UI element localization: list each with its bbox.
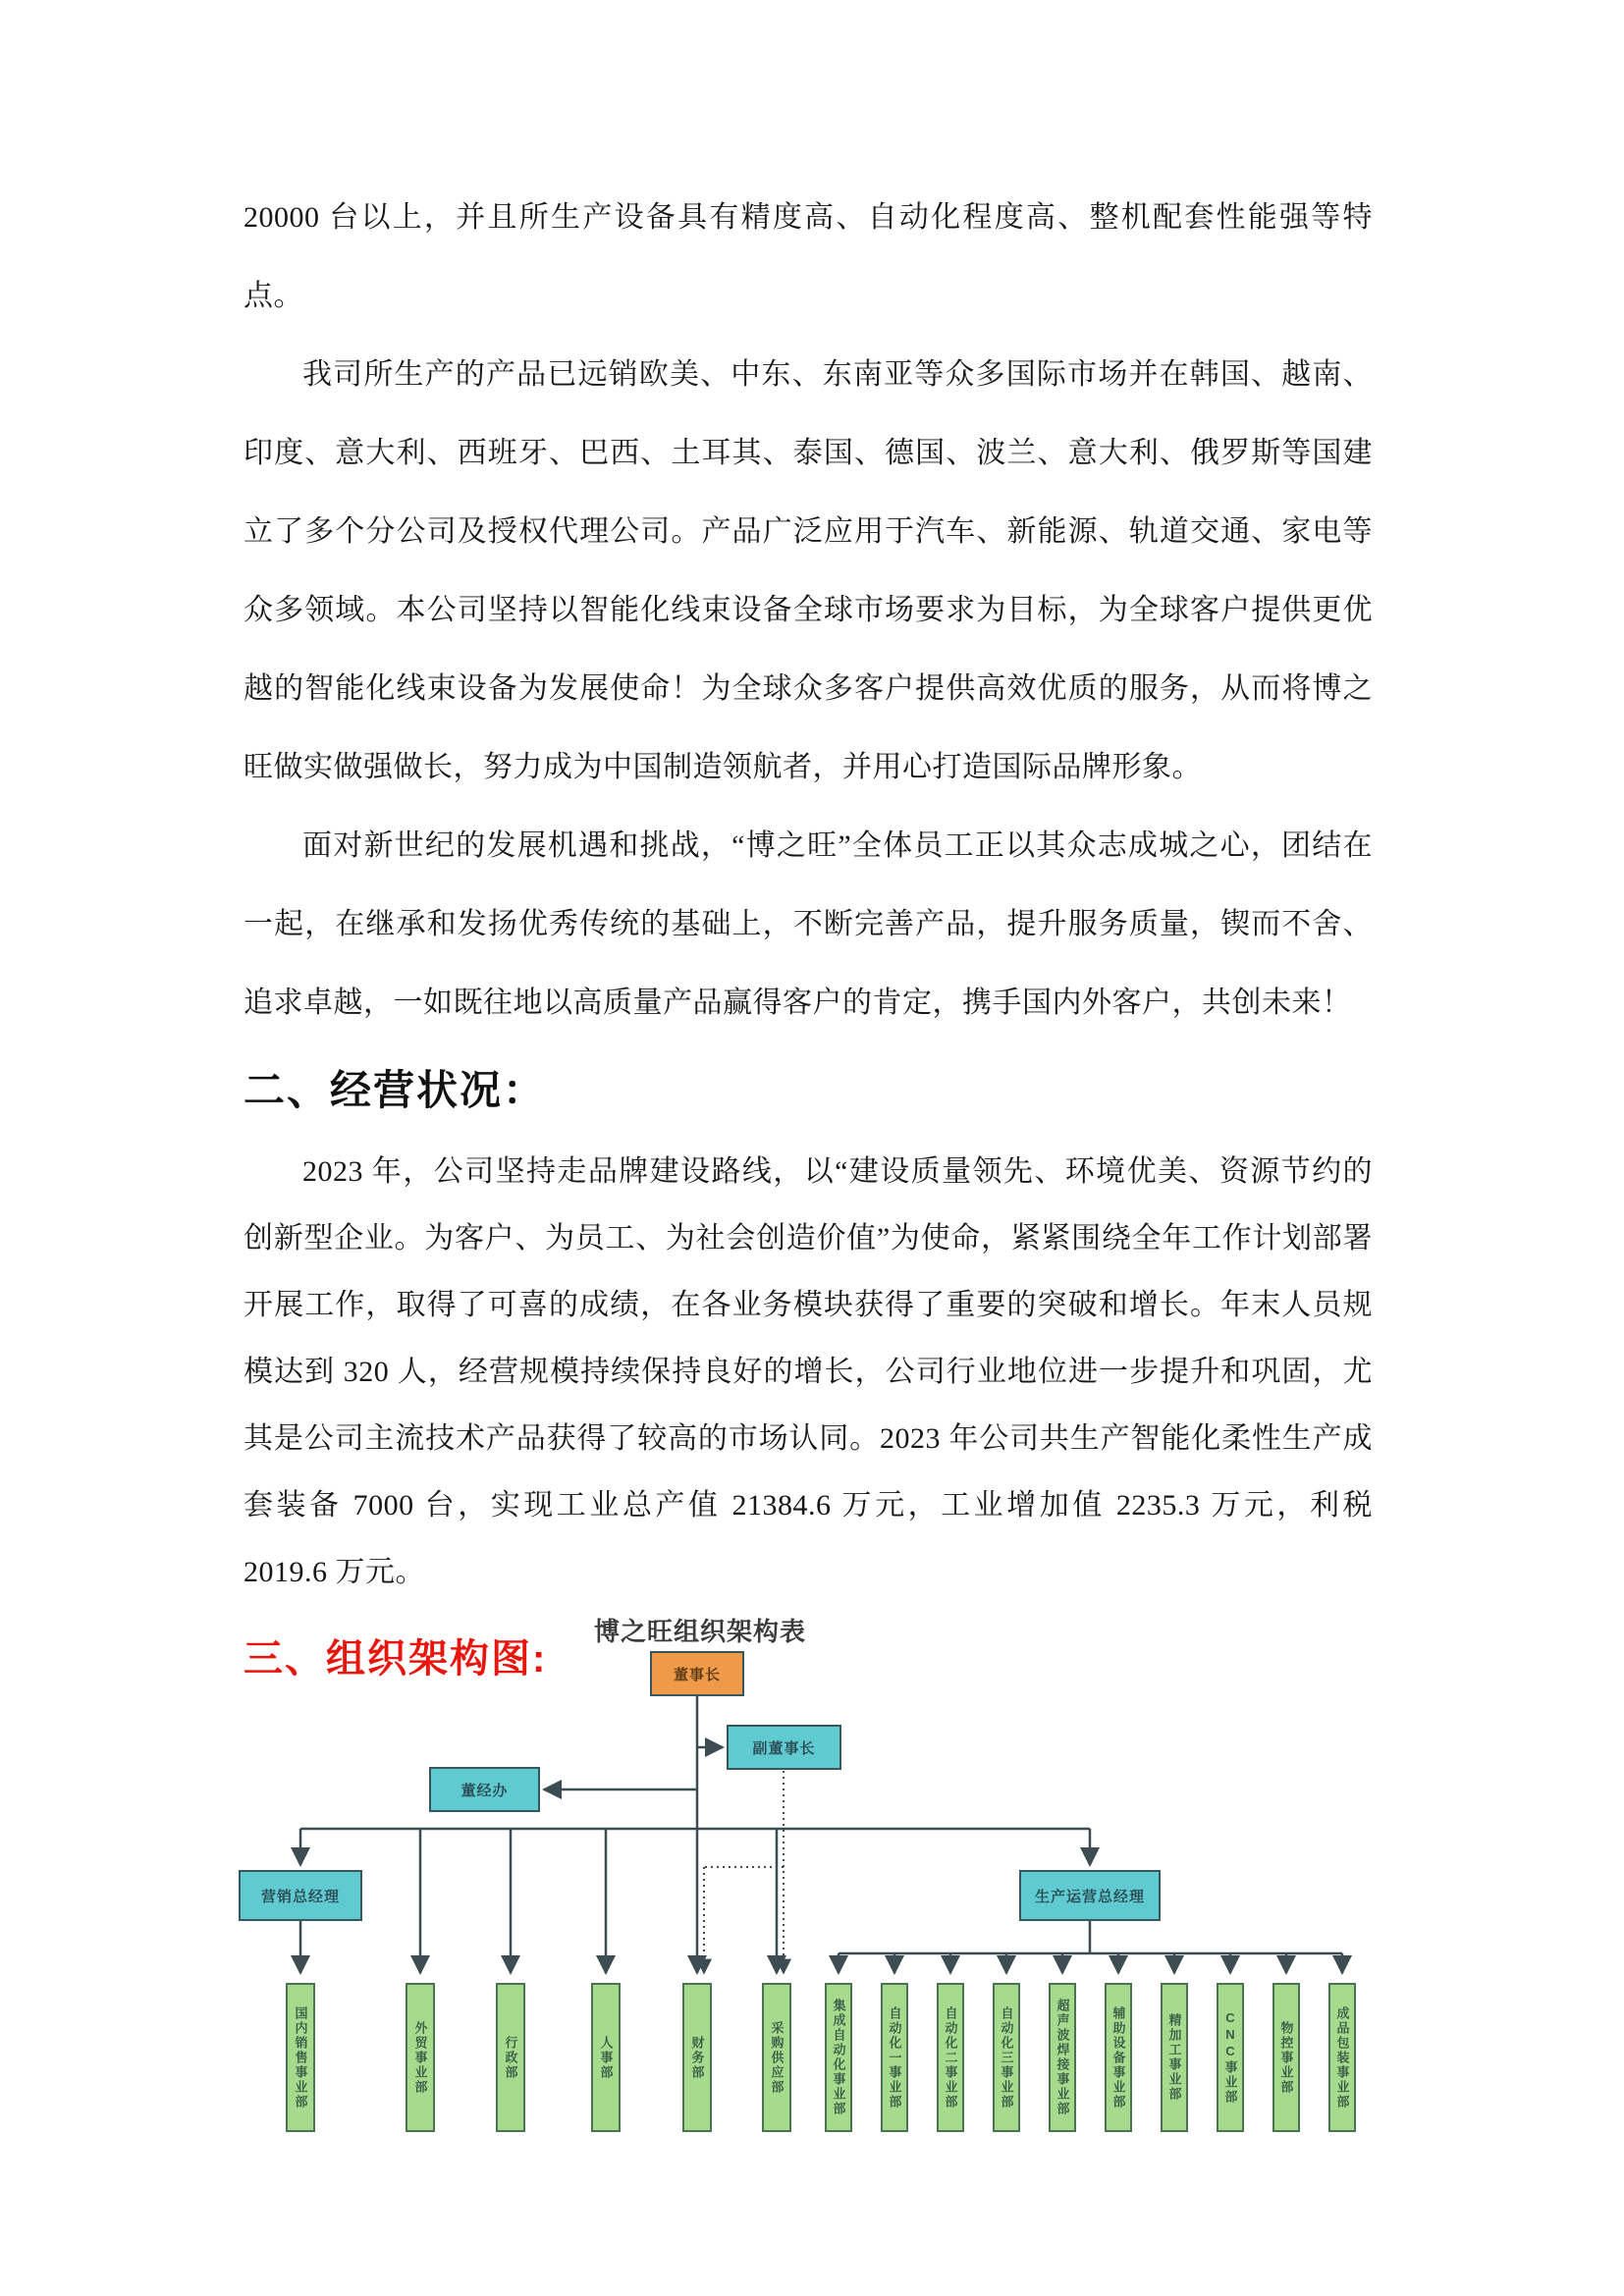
paragraph-vision: 面对新世纪的发展机遇和挑战，“博之旺”全体员工正以其众志成城之心，团结在一起，在继承和发扬优秀传统的基础上，不断完善产品，提升服务质量，锲而不舍、追求卓越，一如既往地以高质量产品赢得客户的肯定，携手国内外客户，共创未来！ (244, 829, 1373, 1019)
dept-cnc: CNC事业部 (1217, 1983, 1244, 2132)
dept-auxiliary-equipment: 辅助设备事业部 (1105, 1983, 1132, 2132)
paragraph-markets: 我司所生产的产品已远销欧美、中东、东南亚等众多国际市场并在韩国、越南、印度、意大利、西班牙、巴西、土耳其、泰国、德国、波兰、意大利、俄罗斯等国建立了多个分公司及授权代理公司。产品广泛应用于汽车、新能源、轨道交通、家电等众多领域。本公司坚持以智能化线束设备全球市场要求为目标，为全球客户提供更优越的智能化线束设备为发展使命！为全球众多客户提供高效优质的服务，从而将博之旺做实做强做长，努力成为中国制造领航者，并用心打造国际品牌形象。 (244, 358, 1373, 783)
dept-foreign-trade: 外贸事业部 (406, 1983, 435, 2132)
dept-automation-2: 自动化二事业部 (937, 1983, 964, 2132)
dept-domestic-sales: 国内销售事业部 (286, 1983, 315, 2132)
paragraph-intro-tail: 20000 台以上，并且所生产设备具有精度高、自动化程度高、整机配套性能强等特点。 (244, 201, 1373, 312)
dept-material-control: 物控事业部 (1272, 1983, 1300, 2132)
org-chart (137, 1610, 1384, 2238)
dept-finance: 财务部 (682, 1983, 712, 2132)
org-chart-connectors (137, 1610, 1384, 2238)
heading-org-chart: 三、组织架构图: (244, 1637, 548, 1681)
node-marketing-gm: 营销总经理 (239, 1870, 362, 1921)
dept-automation-3: 自动化三事业部 (993, 1983, 1020, 2132)
dept-ultrasonic-welding: 超声波焊接事业部 (1049, 1983, 1076, 2132)
node-chairman-office: 董经办 (429, 1767, 540, 1812)
org-chart-title: 博之旺组织架构表 (593, 1617, 806, 1646)
dept-automation-1: 自动化一事业部 (881, 1983, 908, 2132)
dept-integrated-automation: 集成自动化事业部 (825, 1983, 852, 2132)
document-body (244, 179, 1373, 1683)
paragraph-business: 2023 年，公司坚持走品牌建设路线，以“建设质量领先、环境优美、资源节约的创新型企业。为客户、为员工、为社会创造价值”为使命，紧紧围绕全年工作计划部署开展工作，取得了可喜的成绩，在各业务模块获得了重要的突破和增长。年末人员规模达到 320 人，经营规模持续保持良好的增长，公司行业地位进一步提升和巩固，尤其是公司主流技术产品获得了较高的市场认同。2023 年公司共生产智能化柔性生产成套装备 7000 台，实现工业总产值 21384.6 万元，工业增加值 2235.3 万元，利税 2019.6 万元。 (244, 1155, 1373, 1588)
dept-finished-packaging: 成品包装事业部 (1328, 1983, 1356, 2132)
dept-purchasing-supply: 采购供应部 (762, 1983, 791, 2132)
node-vice-chairman: 副董事长 (727, 1725, 841, 1770)
dept-precision-machining: 精加工事业部 (1161, 1983, 1188, 2132)
dept-hr: 人事部 (591, 1983, 621, 2132)
dept-administration: 行政部 (496, 1983, 525, 2132)
node-production-gm: 生产运营总经理 (1019, 1870, 1161, 1921)
node-chairman: 董事长 (650, 1651, 744, 1696)
heading-business-status: 二、经营状况： (244, 1067, 547, 1113)
